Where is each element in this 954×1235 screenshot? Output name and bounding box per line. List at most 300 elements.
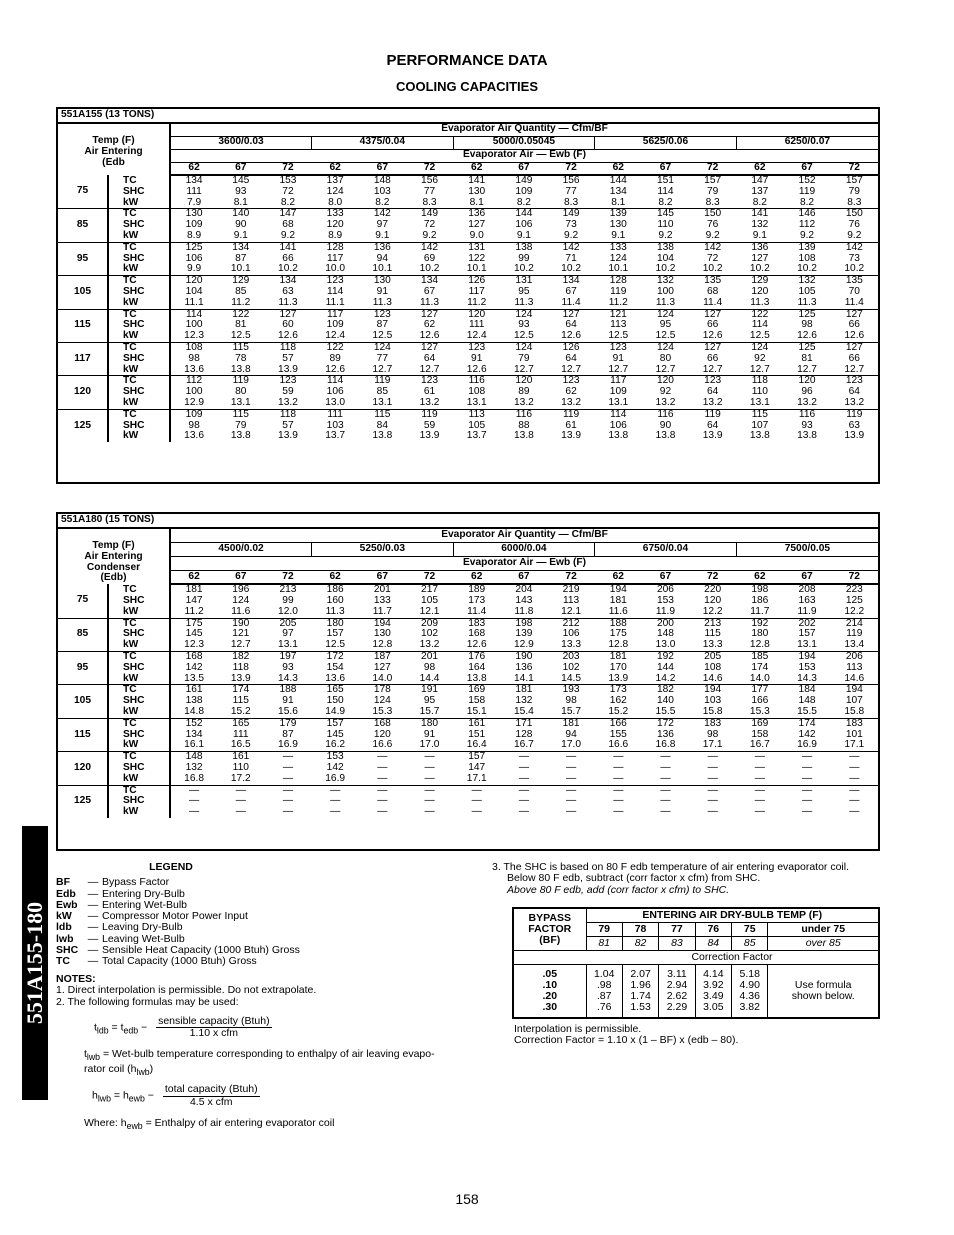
ewb-header: 72 bbox=[831, 570, 878, 584]
temp-label-cell bbox=[58, 528, 170, 584]
value-cell: — bbox=[518, 795, 529, 807]
temp-cell: 105 bbox=[58, 685, 108, 718]
ewb-header: 67 bbox=[783, 570, 830, 584]
table-title: 551A180 (15 TONS) bbox=[58, 514, 878, 528]
ewb-header: 67 bbox=[359, 162, 406, 175]
value-cell: 213 bbox=[279, 584, 297, 596]
value-cell: 110 bbox=[657, 219, 674, 231]
value-cell: 115 bbox=[217, 409, 264, 420]
value-cell: 91 bbox=[282, 695, 294, 707]
value-cell: 68 bbox=[282, 219, 294, 231]
value-cell: 186 bbox=[751, 594, 769, 606]
ewb-label: Evaporator Air — Ewb (F) bbox=[170, 149, 878, 162]
value-cell: 144 bbox=[656, 661, 674, 673]
value-cell: 106 bbox=[562, 628, 580, 640]
value-cell: 119 bbox=[846, 628, 863, 640]
value-cell: 15.3 bbox=[749, 705, 770, 717]
cooling-table-551a180 bbox=[56, 512, 880, 851]
value-cell: 113 bbox=[846, 661, 863, 673]
value-cell: 174 bbox=[783, 718, 830, 729]
value-cell: 79 bbox=[848, 185, 860, 197]
cf-value: 2.07 bbox=[630, 968, 651, 980]
value-cell: 175 bbox=[170, 618, 217, 629]
value-cell: 108 bbox=[170, 342, 217, 353]
value-cell: 136 bbox=[736, 242, 783, 253]
value-cell: 62 bbox=[423, 319, 436, 331]
value-cell: 168 bbox=[170, 651, 217, 662]
value-cell: 76 bbox=[706, 219, 719, 231]
value-cell: — bbox=[707, 806, 718, 818]
value-cell: — bbox=[471, 806, 482, 818]
value-cell: 137 bbox=[326, 175, 344, 186]
airflow-header: 7500/0.05 bbox=[736, 542, 878, 556]
unit-label: SHC bbox=[108, 387, 170, 398]
value-cell: 11.1 bbox=[325, 296, 345, 308]
value-cell: 145 bbox=[232, 175, 250, 186]
cf-column bbox=[622, 965, 658, 1018]
airflow-header: 6000/0.04 bbox=[453, 542, 595, 556]
value-cell: 11.4 bbox=[703, 296, 723, 308]
value-cell: 13.2 bbox=[561, 396, 581, 408]
table-row bbox=[58, 365, 878, 376]
value-cell: 15.7 bbox=[561, 705, 581, 717]
value-cell: — bbox=[754, 761, 765, 773]
value-cell: 106 bbox=[609, 419, 627, 431]
value-cell: 214 bbox=[831, 618, 878, 629]
value-cell: 93 bbox=[518, 319, 530, 331]
value-cell: 14.4 bbox=[419, 672, 440, 684]
value-cell: — bbox=[831, 752, 878, 763]
value-cell: 198 bbox=[500, 618, 547, 629]
value-cell: — bbox=[264, 785, 311, 796]
value-cell: 116 bbox=[783, 409, 830, 420]
value-cell: — bbox=[377, 761, 388, 773]
value-cell: 157 bbox=[845, 175, 863, 186]
temp-label-line: Condenser bbox=[86, 561, 141, 573]
value-cell: 96 bbox=[801, 386, 813, 398]
value-cell: — bbox=[801, 772, 813, 784]
value-cell: 12.5 bbox=[325, 639, 346, 651]
temp-cell: 85 bbox=[58, 618, 108, 651]
value-cell: 106 bbox=[326, 386, 344, 398]
value-cell: 93 bbox=[282, 661, 294, 673]
ewb-header: 62 bbox=[595, 570, 642, 584]
value-cell: 79 bbox=[235, 419, 247, 431]
ewb-header: 72 bbox=[831, 162, 878, 175]
legend-abbr: lwb bbox=[56, 932, 74, 945]
value-cell: 10.0 bbox=[325, 263, 346, 275]
value-cell: — bbox=[849, 772, 860, 784]
value-cell: 9.2 bbox=[280, 229, 296, 241]
value-cell: 109 bbox=[515, 185, 533, 197]
value-cell: 194 bbox=[831, 685, 878, 696]
value-cell: 12.6 bbox=[561, 330, 581, 342]
unit-label: kW bbox=[108, 365, 170, 376]
value-cell: 133 bbox=[312, 209, 359, 220]
cf-value: 2.62 bbox=[666, 990, 688, 1002]
value-cell: 100 bbox=[656, 285, 674, 297]
unit-label: TC bbox=[108, 685, 170, 696]
value-cell: 164 bbox=[468, 661, 486, 673]
value-cell: 151 bbox=[468, 728, 486, 740]
value-cell: 92 bbox=[659, 386, 672, 398]
cf-value: .76 bbox=[596, 1001, 612, 1013]
value-cell: 8.2 bbox=[799, 196, 815, 208]
value-cell: 13.2 bbox=[797, 396, 817, 408]
value-cell: 12.5 bbox=[608, 330, 629, 342]
unit-label: SHC bbox=[108, 730, 170, 741]
temp-cell: 115 bbox=[58, 718, 108, 751]
value-cell: 206 bbox=[656, 584, 674, 596]
value-cell: 123 bbox=[595, 342, 642, 353]
value-cell: 16.9 bbox=[278, 739, 298, 751]
value-cell: 63 bbox=[848, 419, 860, 431]
value-cell: 183 bbox=[831, 718, 878, 729]
legend-dash: — bbox=[87, 955, 99, 968]
value-cell: 187 bbox=[359, 651, 406, 662]
value-cell: 119 bbox=[831, 409, 878, 420]
value-cell: 68 bbox=[706, 285, 719, 297]
value-cell: 70 bbox=[848, 285, 860, 297]
side-tab-label: 551A155-180 bbox=[22, 901, 47, 1025]
value-cell: 101 bbox=[845, 728, 863, 740]
page-title: PERFORMANCE DATA bbox=[386, 52, 548, 69]
value-cell: 128 bbox=[312, 242, 359, 253]
value-cell: 81 bbox=[801, 352, 813, 364]
airflow-header: 5625/0.06 bbox=[595, 136, 737, 149]
value-cell: — bbox=[660, 772, 671, 784]
value-cell: 173 bbox=[468, 594, 486, 606]
cf-value: 1.74 bbox=[630, 990, 651, 1002]
value-cell: 140 bbox=[656, 695, 674, 707]
value-cell: 12.5 bbox=[372, 330, 393, 342]
unit-label: kW bbox=[108, 807, 170, 818]
value-cell: 133 bbox=[373, 594, 391, 606]
value-cell: 115 bbox=[704, 628, 721, 640]
legend-item bbox=[56, 956, 486, 967]
value-cell: — bbox=[642, 752, 689, 763]
unit-label: kW bbox=[108, 398, 170, 409]
value-cell: 132 bbox=[783, 276, 830, 287]
value-cell: 11.7 bbox=[750, 605, 770, 617]
ewb-header: 62 bbox=[595, 162, 642, 175]
legend-text: Compressor Motor Power Input bbox=[102, 910, 248, 923]
bf-temp: under 75 bbox=[768, 923, 878, 937]
table-row bbox=[58, 674, 878, 685]
value-cell: 10.2 bbox=[278, 263, 298, 275]
value-cell: 15.5 bbox=[797, 705, 817, 717]
value-cell: 145 bbox=[185, 628, 203, 640]
value-cell: 108 bbox=[468, 386, 486, 398]
value-cell: 162 bbox=[609, 695, 627, 707]
note-3: 3. The SHC is based on 80 F edb temperature of air entering evaporator coil. Below 80 F edb, subtract (corr factor x cfm) from SHC. Above 80 F edb, add (corr factor x cfm) to SHC. bbox=[492, 861, 850, 896]
value-cell: 13.2 bbox=[513, 396, 534, 408]
value-cell: 127 bbox=[751, 252, 769, 264]
value-cell: 124 bbox=[326, 185, 344, 197]
value-cell: 124 bbox=[359, 342, 406, 353]
value-cell: 143 bbox=[515, 594, 533, 606]
value-cell: — bbox=[377, 806, 388, 818]
bypass-factor-table bbox=[512, 907, 880, 1019]
value-cell: 168 bbox=[359, 718, 406, 729]
table-row bbox=[58, 718, 878, 729]
temp-label-line: Temp (F) bbox=[92, 540, 135, 551]
value-cell: 13.2 bbox=[844, 396, 865, 408]
value-cell: 111 bbox=[312, 409, 359, 420]
value-cell: 170 bbox=[609, 661, 627, 673]
cf-value: 1.96 bbox=[630, 979, 651, 991]
value-cell: 156 bbox=[421, 175, 439, 186]
value-cell: — bbox=[377, 772, 388, 784]
value-cell: 10.2 bbox=[844, 263, 865, 275]
value-cell: — bbox=[189, 806, 200, 818]
formula-note-line: shown below. bbox=[791, 990, 855, 1002]
value-cell: 115 bbox=[232, 695, 249, 707]
value-cell: 120 bbox=[373, 728, 391, 740]
bf-temp2: 85 bbox=[732, 937, 768, 951]
value-cell: 14.6 bbox=[702, 672, 723, 684]
value-cell: 181 bbox=[609, 594, 627, 606]
value-cell: — bbox=[660, 761, 671, 773]
value-cell: 11.3 bbox=[655, 296, 675, 308]
value-cell: 181 bbox=[548, 718, 595, 729]
value-cell: 194 bbox=[783, 651, 830, 662]
value-cell: 119 bbox=[689, 409, 736, 420]
value-cell: 17.0 bbox=[561, 739, 581, 751]
airflow-header: 4500/0.02 bbox=[170, 542, 312, 556]
bf-temp: 77 bbox=[659, 923, 695, 937]
ewb-header: 72 bbox=[689, 162, 736, 175]
value-cell: 77 bbox=[423, 185, 436, 197]
value-cell: 61 bbox=[565, 419, 577, 431]
value-cell: 139 bbox=[515, 628, 533, 640]
value-cell: 127 bbox=[406, 342, 453, 353]
value-cell: 87 bbox=[235, 252, 247, 264]
value-cell: 98 bbox=[801, 319, 813, 331]
value-cell: — bbox=[754, 772, 765, 784]
value-cell: 153 bbox=[656, 594, 674, 606]
value-cell: 9.2 bbox=[658, 229, 673, 241]
legend-abbr: kW bbox=[56, 910, 72, 923]
value-cell: 138 bbox=[500, 242, 547, 253]
value-cell: 149 bbox=[548, 209, 595, 220]
value-cell: 64 bbox=[423, 352, 436, 364]
value-cell: 194 bbox=[359, 618, 406, 629]
value-cell: 15.7 bbox=[419, 705, 440, 717]
value-cell: 209 bbox=[406, 618, 453, 629]
value-cell: 15.6 bbox=[278, 705, 298, 717]
value-cell: 12.6 bbox=[702, 330, 723, 342]
value-cell: 188 bbox=[264, 685, 311, 696]
cf-value: 2.29 bbox=[666, 1001, 688, 1013]
value-cell: 99 bbox=[518, 252, 530, 264]
ewb-header: 67 bbox=[642, 162, 689, 175]
value-cell: 171 bbox=[500, 718, 547, 729]
bf-temp: 79 bbox=[586, 923, 622, 937]
value-cell: 119 bbox=[359, 376, 406, 387]
temp-cell: 125 bbox=[58, 409, 108, 442]
quantity-label: Evaporator Air Quantity — Cfm/BF bbox=[441, 123, 608, 135]
legend-dash: — bbox=[87, 944, 99, 957]
value-cell: 62 bbox=[565, 386, 577, 398]
value-cell: 185 bbox=[736, 651, 783, 662]
value-cell: 183 bbox=[453, 618, 500, 629]
table-title: 551A155 (13 TONS) bbox=[58, 109, 878, 123]
value-cell: 12.6 bbox=[278, 330, 298, 342]
value-cell: 10.1 bbox=[230, 263, 251, 275]
value-cell: 8.3 bbox=[564, 196, 579, 208]
value-cell: 64 bbox=[565, 352, 577, 364]
value-cell: 168 bbox=[468, 628, 486, 640]
value-cell: 13.9 bbox=[702, 430, 723, 442]
value-cell: 12.1 bbox=[561, 605, 581, 617]
value-cell: — bbox=[548, 785, 595, 796]
value-cell: 124 bbox=[609, 252, 627, 264]
value-cell: 72 bbox=[423, 219, 436, 231]
value-cell: — bbox=[282, 795, 294, 807]
value-cell: 201 bbox=[406, 651, 453, 662]
value-cell: 13.8 bbox=[513, 430, 534, 442]
table-row bbox=[58, 807, 878, 818]
value-cell: 63 bbox=[282, 285, 294, 297]
value-cell: 150 bbox=[326, 695, 344, 707]
value-cell: 11.9 bbox=[797, 605, 817, 617]
value-cell: 124 bbox=[500, 309, 547, 320]
value-cell: 13.9 bbox=[844, 430, 865, 442]
table-row bbox=[58, 607, 878, 618]
value-cell: 85 bbox=[235, 285, 247, 297]
value-cell: 217 bbox=[421, 584, 439, 596]
value-cell: — bbox=[282, 772, 294, 784]
legend-dash: — bbox=[87, 887, 99, 900]
value-cell: 140 bbox=[217, 209, 264, 220]
value-cell: 11.3 bbox=[372, 296, 392, 308]
ewb-header: 72 bbox=[548, 162, 595, 175]
value-cell: 119 bbox=[217, 376, 264, 387]
ewb-header: 72 bbox=[406, 570, 453, 584]
value-cell: 66 bbox=[848, 352, 860, 364]
value-cell: 16.7 bbox=[749, 739, 770, 751]
value-cell: 147 bbox=[751, 175, 769, 186]
unit-label: SHC bbox=[108, 696, 170, 707]
value-cell: — bbox=[660, 795, 671, 807]
value-cell: 66 bbox=[848, 319, 860, 331]
ewb-header: 67 bbox=[217, 570, 264, 584]
value-cell: 64 bbox=[706, 386, 719, 398]
value-cell: 115 bbox=[736, 409, 783, 420]
value-cell: 163 bbox=[798, 594, 816, 606]
formula-tldb: $t_{ldb} = t_{edb}$ − $\frac{\text{sensible capacity (Btuh)}}{\text{1.10 x cfm}}$ bbox=[94, 1014, 270, 1040]
unit-label: kW bbox=[108, 331, 170, 342]
value-cell: 102 bbox=[562, 661, 580, 673]
value-cell: 13.8 bbox=[797, 430, 817, 442]
value-cell: 95 bbox=[518, 285, 530, 297]
value-cell: 205 bbox=[689, 651, 736, 662]
value-cell: 10.2 bbox=[749, 263, 770, 275]
value-cell: 9.0 bbox=[469, 229, 484, 241]
value-cell: 16.6 bbox=[372, 739, 393, 751]
value-cell: 142 bbox=[689, 242, 736, 253]
value-cell: 118 bbox=[232, 661, 249, 673]
value-cell: 15.5 bbox=[655, 705, 676, 717]
value-cell: 13.8 bbox=[372, 430, 393, 442]
cooling-table-551a155 bbox=[56, 107, 880, 484]
value-cell: 157 bbox=[453, 752, 500, 763]
unit-label: SHC bbox=[108, 254, 170, 265]
value-cell: — bbox=[235, 795, 246, 807]
value-cell: — bbox=[312, 785, 359, 796]
value-cell: 166 bbox=[751, 695, 769, 707]
value-cell: 12.8 bbox=[608, 639, 629, 651]
value-cell: — bbox=[500, 785, 547, 796]
unit-label: TC bbox=[108, 618, 170, 629]
value-cell: 13.7 bbox=[325, 430, 346, 442]
value-cell: — bbox=[377, 795, 388, 807]
value-cell: 64 bbox=[706, 419, 719, 431]
airflow-header: 4375/0.04 bbox=[312, 136, 454, 149]
value-cell: 13.9 bbox=[419, 430, 440, 442]
value-cell: 127 bbox=[831, 342, 878, 353]
value-cell: — bbox=[707, 795, 718, 807]
value-cell: 10.1 bbox=[372, 263, 393, 275]
value-cell: — bbox=[453, 785, 500, 796]
unit-label: kW bbox=[108, 740, 170, 751]
value-cell: 179 bbox=[264, 718, 311, 729]
value-cell: — bbox=[783, 752, 830, 763]
note-2: 2. The following formulas may be used: bbox=[56, 995, 239, 1008]
legend-abbr: BF bbox=[56, 876, 70, 889]
value-cell: 16.8 bbox=[655, 739, 676, 751]
value-cell: 118 bbox=[736, 376, 783, 387]
value-cell: 117 bbox=[327, 252, 344, 264]
value-cell: 138 bbox=[185, 695, 203, 707]
formula-tlwb: $t_{lwb}$ = Wet-bulb temperature corresponding to enthalpy of air leaving evapo- rator coil $(h_{lwb})$ bbox=[84, 1048, 435, 1077]
value-cell: 13.9 bbox=[278, 363, 298, 375]
value-cell: 157 bbox=[312, 718, 359, 729]
value-cell: — bbox=[264, 752, 311, 763]
unit-label: TC bbox=[108, 309, 170, 320]
value-cell: 8.9 bbox=[328, 229, 343, 241]
value-cell: 9.2 bbox=[564, 229, 579, 241]
value-cell: 116 bbox=[642, 409, 689, 420]
value-cell: 134 bbox=[609, 185, 627, 197]
cf-value: 3.82 bbox=[739, 1001, 760, 1013]
ewb-header: 62 bbox=[170, 570, 217, 584]
table-row bbox=[58, 231, 878, 242]
value-cell: 15.2 bbox=[230, 705, 251, 717]
value-cell: 134 bbox=[185, 728, 203, 740]
value-cell: 136 bbox=[515, 661, 533, 673]
value-cell: 11.4 bbox=[467, 605, 487, 617]
value-cell: 181 bbox=[185, 584, 203, 596]
value-cell: 119 bbox=[610, 285, 627, 297]
temp-label-line: Air Entering bbox=[84, 550, 143, 562]
bf-subheader: Correction Factor bbox=[586, 951, 878, 965]
value-cell: 67 bbox=[565, 285, 577, 297]
value-cell: 131 bbox=[500, 276, 547, 287]
value-cell: 141 bbox=[264, 242, 311, 253]
value-cell: 124 bbox=[736, 342, 783, 353]
value-cell: 59 bbox=[423, 419, 436, 431]
value-cell: 15.3 bbox=[372, 705, 393, 717]
value-cell: 152 bbox=[798, 175, 816, 186]
value-cell: 16.2 bbox=[325, 739, 346, 751]
value-cell: 142 bbox=[548, 242, 595, 253]
value-cell: 92 bbox=[754, 352, 766, 364]
value-cell: 12.7 bbox=[561, 363, 581, 375]
ewb-header: 67 bbox=[217, 162, 264, 175]
cf-value: 4.14 bbox=[703, 968, 724, 980]
